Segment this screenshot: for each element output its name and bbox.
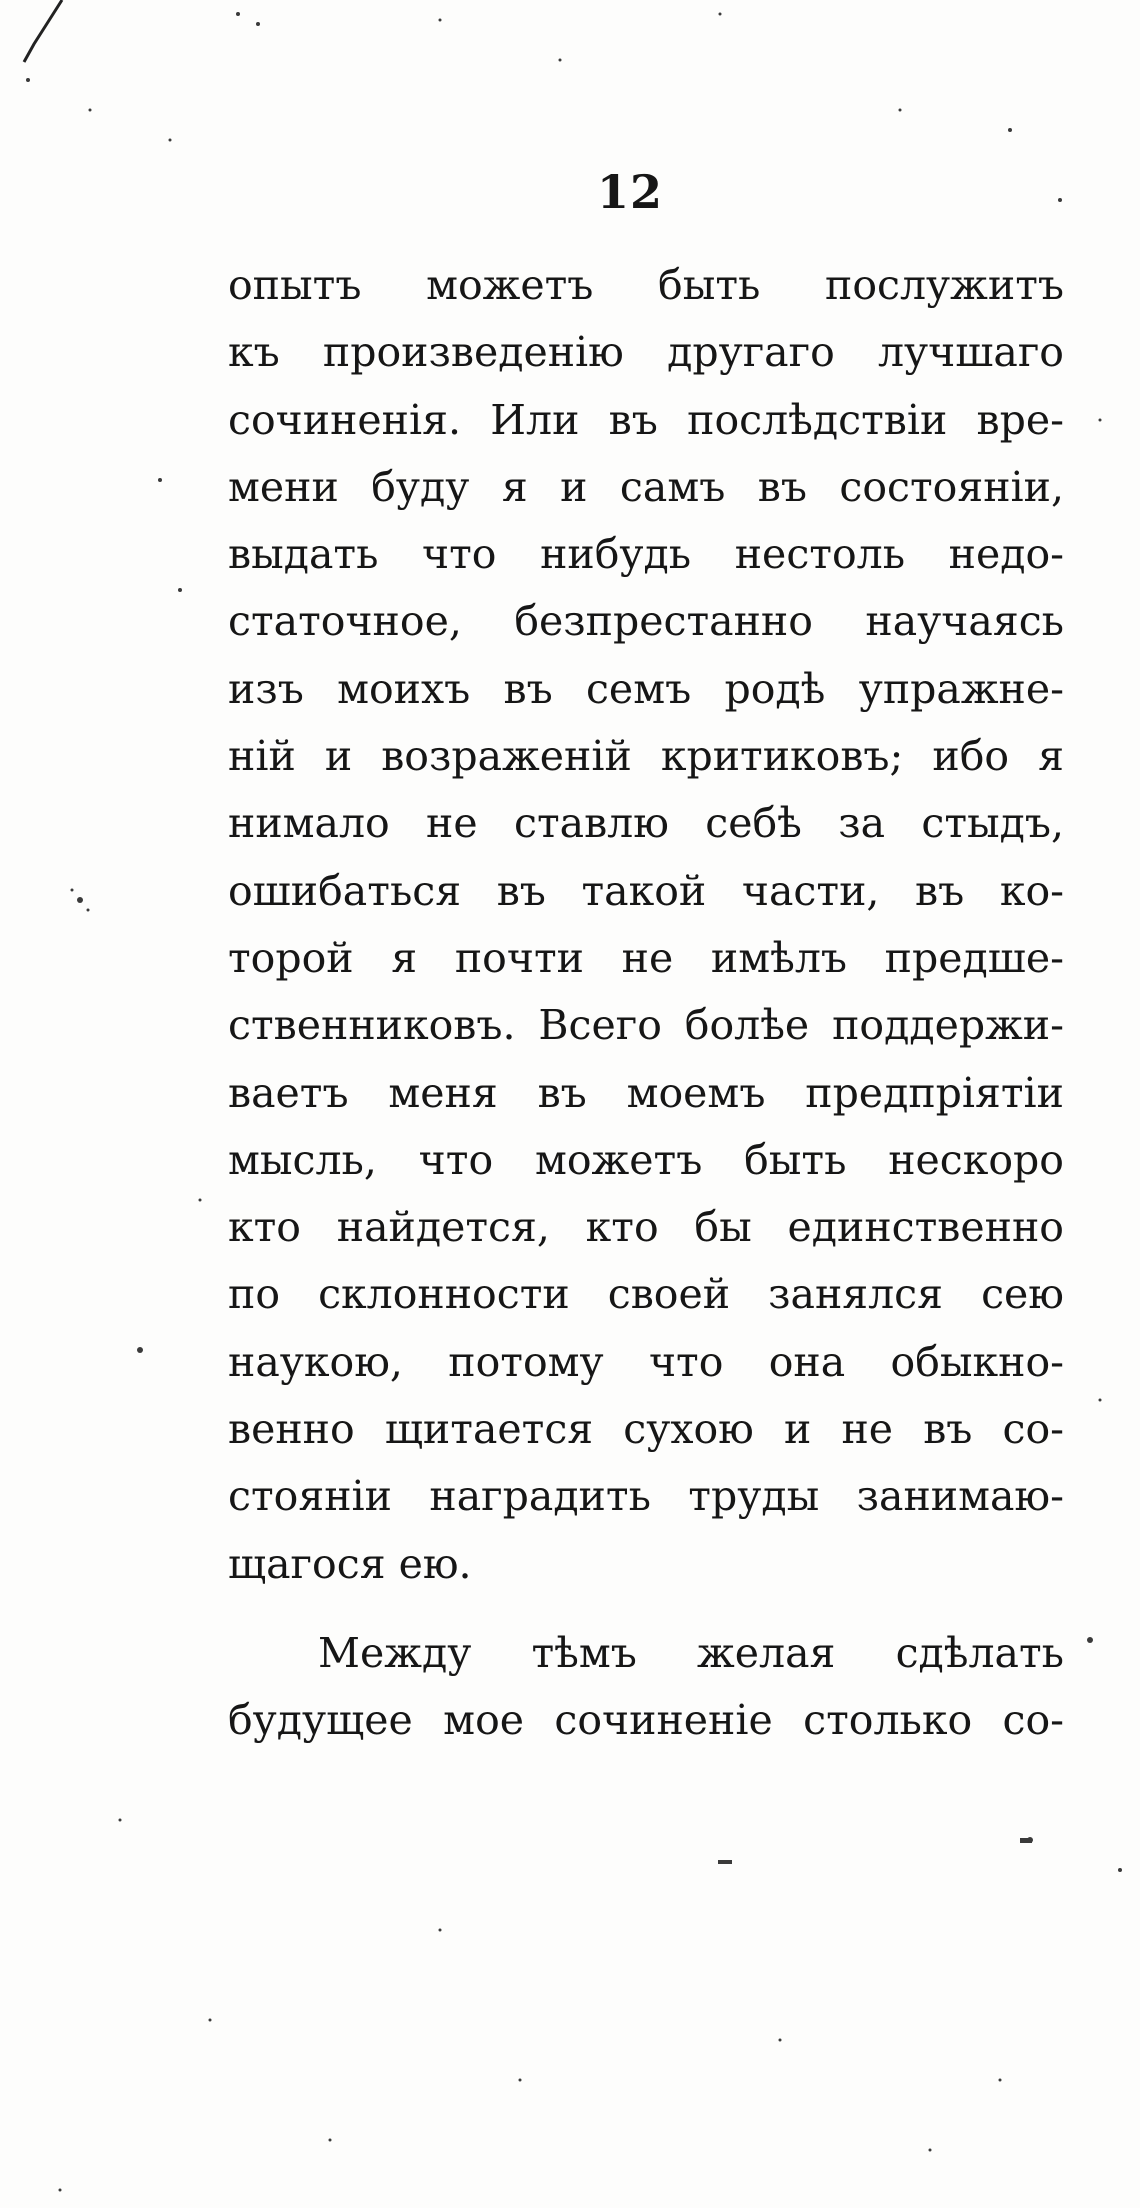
text-line: ваетъ меня въ моемъ предпріятіи [228, 1068, 1064, 1117]
paragraph-gap [228, 1598, 1064, 1620]
text-line: кто найдется, кто бы единственно [228, 1203, 1064, 1252]
page-number: 12 [596, 165, 663, 219]
text-line: выдать что нибудь нестоль недо- [228, 530, 1064, 579]
text-line: ній и возраженій критиковъ; ибо я [228, 732, 1064, 781]
text-line: нимало не ставлю себѣ за стыдъ, [228, 799, 1064, 848]
text-line: опытъ можетъ быть послужитъ [228, 261, 1064, 309]
text-line: къ произведенію другаго лучшаго [228, 328, 1064, 377]
text-line: мени буду я и самъ въ состояніи, [228, 462, 1064, 511]
text-line: по склонности своей занялся сею [228, 1270, 1064, 1319]
text-line: торой я почти не имѣлъ предше- [228, 933, 1064, 982]
text-line: статочное, безпрестанно научаясь [228, 597, 1064, 646]
text-line: будущее мое сочиненіе столько со- [228, 1696, 1064, 1745]
text-line: стояніи наградить труды занимаю- [228, 1472, 1064, 1521]
body-text [228, 252, 1064, 1755]
text-line: Между тѣмъ желая сдѣлать [318, 1628, 1064, 1677]
text-line: изъ моихъ въ семъ родѣ упражне- [228, 664, 1064, 713]
text-line: мысль, что можетъ быть нескоро [228, 1135, 1064, 1184]
text-line: ошибаться въ такой части, въ ко- [228, 866, 1064, 915]
text-line: наукою, потому что она обыкно- [228, 1337, 1064, 1386]
text-line: ственниковъ. Всего болѣе поддержи- [228, 1001, 1064, 1050]
text-line: венно щитается сухою и не въ со- [228, 1405, 1064, 1454]
text-line: сочиненія. Или въ послѣдствіи вре- [228, 395, 1064, 444]
text-line: щагося ею. [228, 1539, 472, 1588]
